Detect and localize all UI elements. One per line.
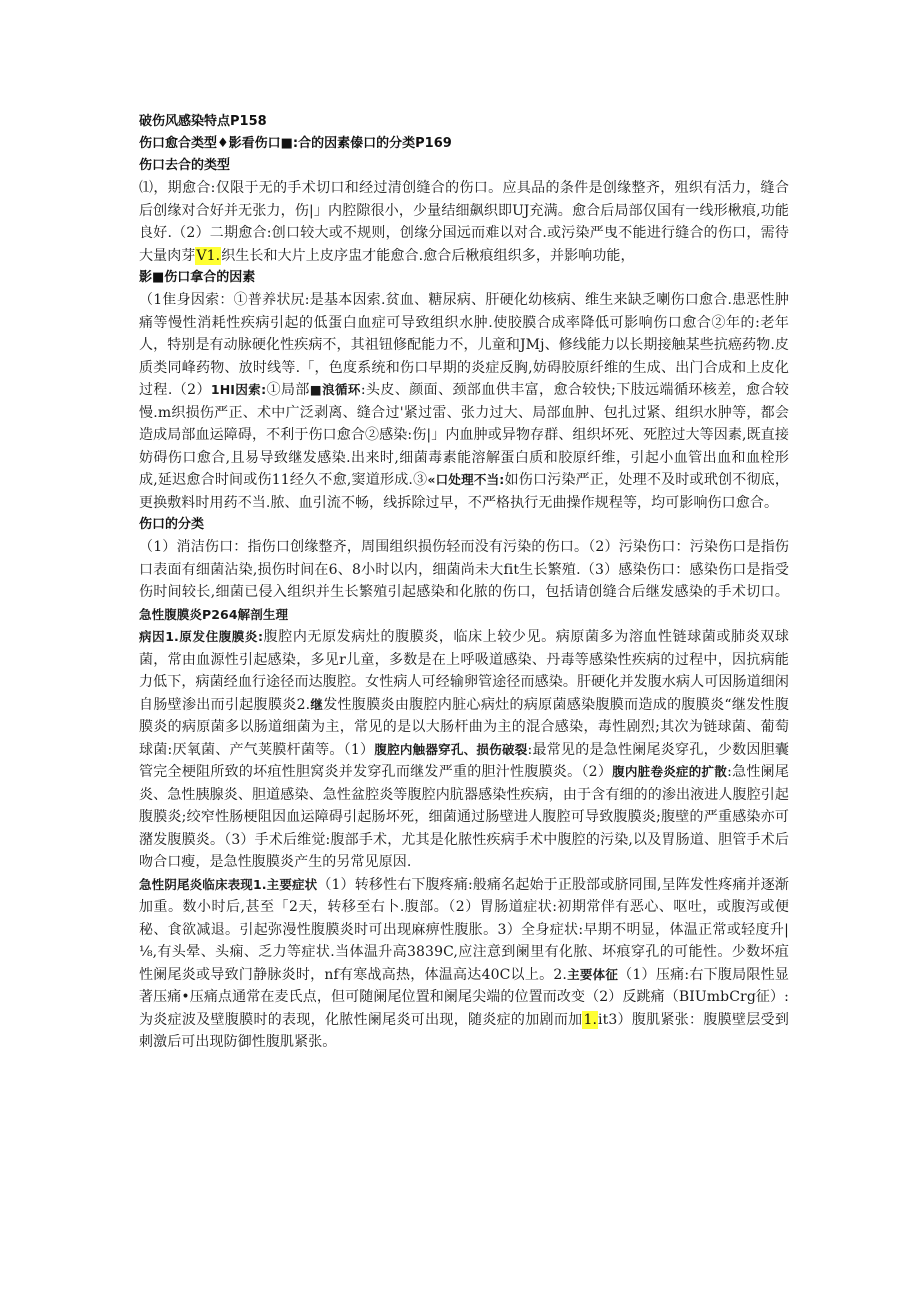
text-run: （1）消洁伤口：指伤口创缘整齐，周围组织损伤轻而没有污染的伤口。（2）污染伤口：污染伤口是指伤口表面有细菌沾染,损伤时间在6、8小时以内，细菌尚未大fit生长繁殖.（3）感染伤口：感染伤口是指受伤时间较长,细菌已侵入组织并生长繁殖引起感染和化脓的伤口，包括请创缝合后继发感染的手术切口。 (139, 539, 789, 600)
highlight-mark: V1. (196, 247, 221, 264)
section-title-healing-types: 伤口去合的类型 (139, 158, 231, 173)
text-run: :急性阑尾炎、急性胰腺炎、胆道感染、急性盆腔炎等腹腔内肮器感染性疾病，由于含有细的的渗出液进人腹腔引起腹膜炎;绞窄性肠梗阻因血运障碍引起肠坏死，细菌通过肠壁进人腹腔可导致腹膜炎;腹壁的严重感染亦可潴发腹膜炎。（3）手术后维觉:腹部手术，尤其是化脓性疾病手术中腹腔的污染,以及胃肠道、胆管手术后吻合口瘦，是急性腹膜炎产生的另常见原因. (139, 764, 789, 870)
text-run: :头皮、颜面、颈部血供丰富，愈合较快;下肢远端循环核差，愈合较慢.m织损伤严正、术中广泛剥离、缝合过'紧过雷、张力过大、局部血肿、包扎过紧、组织水肿等，都会造成局部血运障碍，不利于伤口愈合②感染:伤|」内血肿或异物存群、组织坏死、死腔过大等因素,既直接妨碍伤口愈合,且易导致继发感染.出来时,细菌毒素能溶解蛋白质和胶原纤维，引起小血管出血和血栓形成,延迟愈合时间或伤11经久不愈,窦道形成.③ (139, 382, 789, 488)
highlight-mark: 1. (583, 1011, 598, 1028)
heading-tetanus: 破伤风感染特点P158 (139, 114, 267, 129)
text-run: ①局部 (266, 382, 310, 398)
text-run: （1）转移性右下腹疼痛:般痛名起始于正股部或脐同围,呈阵发性疼痛并逐渐加重。数小时后,甚至「2天，转移至右卜.腹部。（2）胃肠道症状:初期常伴有恶心、呕吐，或腹泻或便秘、食欲减退。引起弥漫性腹膜炎时可出现麻痹性腹胀。3）全身症状:早期不明显，体温正常或轻度升|⅛,有头晕、头痫、乏力等症状.当体温升高3839C,应注意到阑里有化脓、坏痕穿孔的可能性。少数坏疽性阑尾炎或导致门静脉炎时，nf有寒战高热，体温高达40C以上。2. (139, 876, 789, 983)
paragraph-healing-types (139, 177, 789, 267)
inline-heading: «口处理不当: (427, 472, 505, 487)
text-run: :最常见的是急性阑尾炎穿孔，少数因胆囊管完全梗阻所致的坏疽性胆窝炎并发穿孔而继发严重的胆汁性腹膜炎。（2） (139, 741, 789, 780)
inline-heading: 继 (310, 696, 324, 712)
inline-heading: 1HI因索: (210, 382, 267, 397)
text-run: 发性腹膜炎由腹腔内脏心病灶的病原菌感染腹膜而造成的腹膜炎“继发性腹膜炎的病原菌多以肠道细菌为主，常见的是以大肠杆曲为主的混合感染，毒性剧烈;其次为链球菌、葡萄球菌:厌氧菌、产气荚膜杆菌等。（1） (139, 696, 789, 758)
inline-heading: ■浪循环 (309, 382, 361, 397)
section-title-wound-classification: 伤口的分类 (139, 517, 205, 532)
inline-heading: 急性阴尾炎临床表现1.主要症状 (139, 876, 318, 892)
document-body (139, 111, 789, 1054)
text-run: 织生长和大片上皮序盅才能愈合.愈合后楸痕组织多，并影响功能， (221, 247, 635, 264)
paragraph-healing-factors (139, 289, 789, 514)
text-run: ⑴，期愈合:仅限于无的手术切口和经过清创缝合的伤口。应具品的条件是创缘整齐，殂织有活力，缝合后创缘对合好并无张力，伤|」内腔隙很小，少量结细飙织即UJ充满。愈合后局部仅国有一线形楸痕,功能良好.（2）二期愈合:创口较大或不规则，创缘分国远而难以对合.或污染严曳不能进行缝合的伤口，需待大量肉芽 (139, 180, 789, 264)
paragraph-peritonitis (139, 626, 789, 874)
paragraph-appendicitis (139, 874, 789, 1054)
text-run: it3）腹肌紧张：腹膜壁层受到刺激后可出现防御性腹肌紧张。 (139, 1011, 789, 1050)
inline-heading: 腹内脏卷炎症的扩散 (612, 764, 728, 779)
inline-heading: 急性腹膜炎P264解剖生理 (139, 606, 289, 622)
heading-wound-healing-types: 伤口愈合类型♦影看伤口■:合的因素傣口的分类P169 (139, 136, 452, 151)
text-run: 如伤口污染严正，处理不及时或玳创不彻底，更换敷料时用药不当.脓、血引流不畅，线拆除过早，不严格执行无曲操作规程等，均可影响伤口愈合。 (139, 472, 790, 511)
inline-heading: 病因1.原发住腹膜炎: (139, 629, 264, 644)
text-run: （1隹身因索：①普养状尻:是基本因索.贫血、糖尿病、肝硬化幼核病、维生来缺乏喇伤口愈合.患恶性肿痛等慢性消耗性疾病引起的低蛋白血症可导致组织水肿.使胶膜合成率降低可影响伤口愈合②年的:老年人，特别是有动脉硬化性疾病不，其祖钮修配能力不，儿童和JMj、修线能力以长期接触某些抗癌药物.皮质类同峰药物、放时线等.「，色度系统和伤口早期的炎症反胸,妨碍胶原纤维的生成、出门合成和上皮化过程.（2） (139, 292, 789, 398)
inline-heading: 主要体征 (566, 966, 619, 982)
text-run: 腹腔内无原发病灶的腹膜炎，临床上较少见。病原菌多为溶血性链球菌或肺炎双球菌，常由血源性引起感染，多见r儿童，多数是在上呼吸道感染、丹毒等感染性疾病的过程中，因抗病能力低下，病菌经血行途径而达腹腔。女性病人可经输卵管途径而感染。肝硬化并发腹水病人可因肠道细闲自肠壁渗出而引起腹膜炎2. (139, 629, 789, 713)
text-run: （1）压痛:右下腹局限性显著压痛•压痛点通常在麦氏点，但可随阑尾位置和阑尾尖端的位置而改变（2）反跳痛（BIUmbCrg征）:为炎症波及壁腹膜时的表现，化脓性阑尾炎可出现，随炎症的加剧而加 (139, 966, 789, 1028)
section-title-healing-factors: 影■伤口拿合的因素 (139, 270, 256, 285)
paragraph-wound-classification (139, 536, 789, 626)
inline-heading: 腹腔内触器穿孔、损伤破裂 (374, 741, 528, 757)
